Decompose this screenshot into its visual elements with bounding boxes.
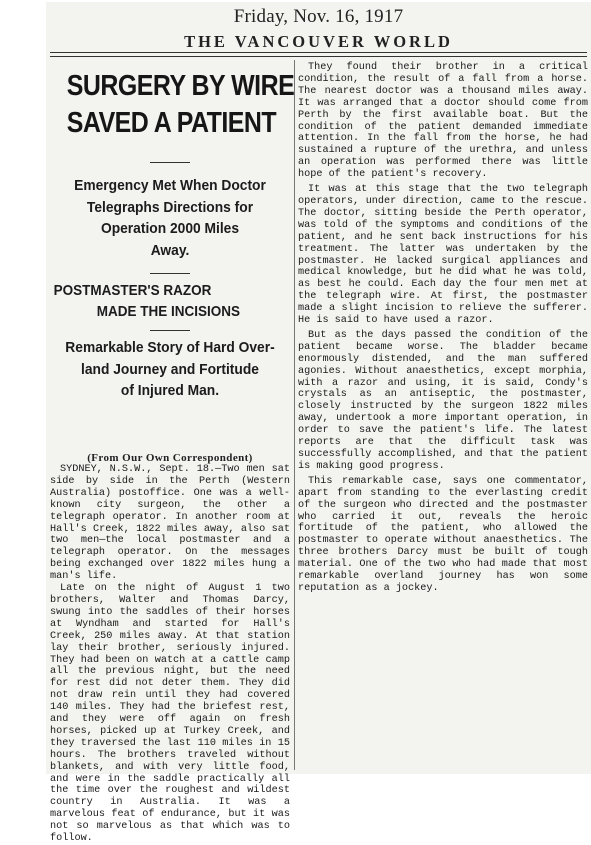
paragraph-sydney: SYDNEY, N.S.W., Sept. 18.—Two men sat side by side in the Perth (Western Australia) postoffice. One was a well-known city surgeon, the other a telegraph operator. In another room at Hall's Creek, 1822 miles away, also sat two men—the local postmaster and a telegraph operator. On the messages being exchanged over 1822 miles hung a man's life. — [50, 464, 290, 583]
masthead-rule-thin — [50, 56, 587, 57]
deck3-line-2: land Journey and Fortitude — [81, 360, 259, 378]
deck2-line-2: MADE THE INCISIONS — [96, 303, 241, 320]
masthead: THE VANCOUVER WORLD — [184, 32, 453, 51]
deck-postmaster — [50, 280, 266, 322]
newspaper-clipping — [46, 2, 591, 845]
deck3-line-3: of Injured Man. — [120, 382, 220, 399]
paragraph-darcy-brothers: Late on the night of August 1 two brothers, Walter and Thomas Darcy, swung into the saddles of their horses at Wyndham and started for Hall's Creek, 250 miles away. At that station lay their brother, seriously injured. They had been on watch at a cattle camp all the previous night, but the need for rest did not deter them. They did not draw rein until they had covered 140 miles. They had the briefest rest, and they were off again on fresh horses, picked up at Turkey Creek, and they traversed the last 110 miles in 15 hours. The brothers traveled without blankets, and with very little food, and were in the saddle practically all the time over the roughest and wildest country in Australia. It was a marvelous feat of endurance, but it was not so marvelous as that which was to follow. — [50, 583, 290, 845]
masthead-rule — [50, 52, 587, 53]
byline: (From Our Own Correspondent) — [87, 452, 253, 464]
deck-emergency — [60, 175, 281, 261]
deck2-line-1: POSTMASTER'S RAZOR — [53, 282, 212, 299]
paragraph-critical-condition: They found their brother in a critical condition, the result of a fall from a horse. The nearest doctor was a thousand miles away. It was arranged that a doctor should come from Perth by the first available boat. But the condition of the patient demanded immediate attention. In the fall from the horse, he had sustained a rupture of the urethra, and unless an operation was performed there was little hope of the patient's recovery. — [298, 62, 588, 181]
headline — [66, 68, 295, 142]
deck-remarkable — [60, 337, 281, 402]
deck3-line-1: Remarkable Story of Hard Over- — [65, 339, 275, 356]
column-divider — [294, 60, 295, 770]
paragraph-remarkable-case: This remarkable case, says one commentator, apart from standing to the everlasting credit of the surgeon who directed and the postmaster who carried it out, reveals the heroic fortitude of the patient, who allowed the postmaster to operate without anaesthetics. The three brothers Darcy must be built of tough material. One of the two who had made that most remarkable overland journey has won some reputation as a jockey. — [298, 475, 588, 594]
deck1-line-2: Telegraphs Directions for — [86, 198, 254, 216]
headline-line-2: SAVED A PATIENT — [66, 107, 277, 139]
headline-line-1: SURGERY BY WIRE — [66, 70, 295, 102]
dateline: Friday, Nov. 16, 1917 — [233, 6, 404, 27]
right-body — [298, 62, 588, 595]
right-column — [298, 60, 588, 772]
paragraph-condition-worse: But as the days passed the condition of the patient became worse. The bladder became enormously distended, and the man suffered agonies. Without anaesthetics, except morphia, with a razor and using, it is said, Condy's crystals as an antiseptic, the postmaster, closely instructed by the surgeon 1822 miles away, undertook a more important operation, in order to save the patient's life. The latest reports are that the difficult task was successfully accomplished, and that the patient is making good progress. — [298, 329, 588, 472]
deck1-line-3: Operation 2000 Miles — [100, 220, 240, 237]
deck1-line-4: Away. — [150, 241, 190, 259]
deck1-line-1: Emergency Met When Doctor — [74, 177, 266, 194]
left-body — [50, 452, 290, 845]
left-column — [50, 60, 295, 845]
paragraph-telegraph-operators: It was at this stage that the two telegraph operators, under direction, came to the rescue. The doctor, sitting beside the Perth operator, was told of the symptoms and conditions of the patient, and he sent back instructions for his treatment. The latter was undertaken by the postmaster. He lacked surgical appliances and medical knowledge, but he did what he was told, as best he could. Each day the four men met at the telegraph wire. At first, the postmaster made a slight incision to relieve the sufferer. He is said to have used a razor. — [298, 184, 588, 327]
